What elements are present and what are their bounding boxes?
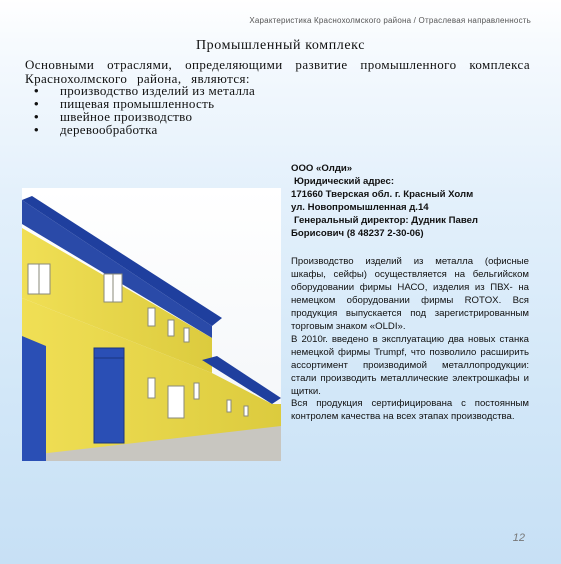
list-item: • деревообработка [34, 123, 255, 136]
description-paragraph: Производство изделий из металла (офисные шкафы, сейфы) осуществляется на бельгийском оборудовании фирмы НАСО, изделия из ПВХ- на немецком оборудовании фирмы ROTOX. Вся продукция выпускается под зарегистрированным торговым знаком «OLDI». [291, 256, 529, 332]
list-item: • производство изделий из металла [34, 84, 255, 97]
factory-photo [22, 188, 281, 461]
list-item: • швейное производство [34, 110, 255, 123]
page-header: Характеристика Краснохолмского района / Отраслевая направленность [249, 16, 531, 25]
page-title: Промышленный комплекс [195, 38, 366, 53]
description-paragraph: Вся продукция сертифицирована с постоянным контролем качества на всех этапах производства. [291, 398, 529, 423]
company-name: ООО «Олди» [291, 163, 353, 174]
intro-text: Основными отраслями, определяющими развитие промышленного комплекса Краснохолмского района, являются: [25, 57, 530, 86]
list-item: • пищевая промышленность [34, 97, 255, 110]
company-description [291, 256, 529, 424]
address-label: Юридический адрес: [294, 175, 395, 187]
director-line-2: Борисович (8 48237 2-30-06) [291, 227, 424, 239]
description-paragraph: В 2010г. введено в эксплуатацию два новых станка немецкой фирмы Trumpf, что позволило расширить ассортимент производимой металлопродукции: стали производить металлические электрошкафы и щитки. [291, 333, 529, 397]
address-line-2: ул. Новопромышленная д.14 [291, 201, 429, 213]
company-info [291, 163, 529, 424]
industry-list [34, 84, 255, 136]
director-line-1: Генеральный директор: Дудник Павел [294, 214, 479, 226]
address-line-1: 171660 Тверская обл. г. Красный Холм [291, 188, 474, 200]
page-number: 12 [512, 532, 525, 544]
